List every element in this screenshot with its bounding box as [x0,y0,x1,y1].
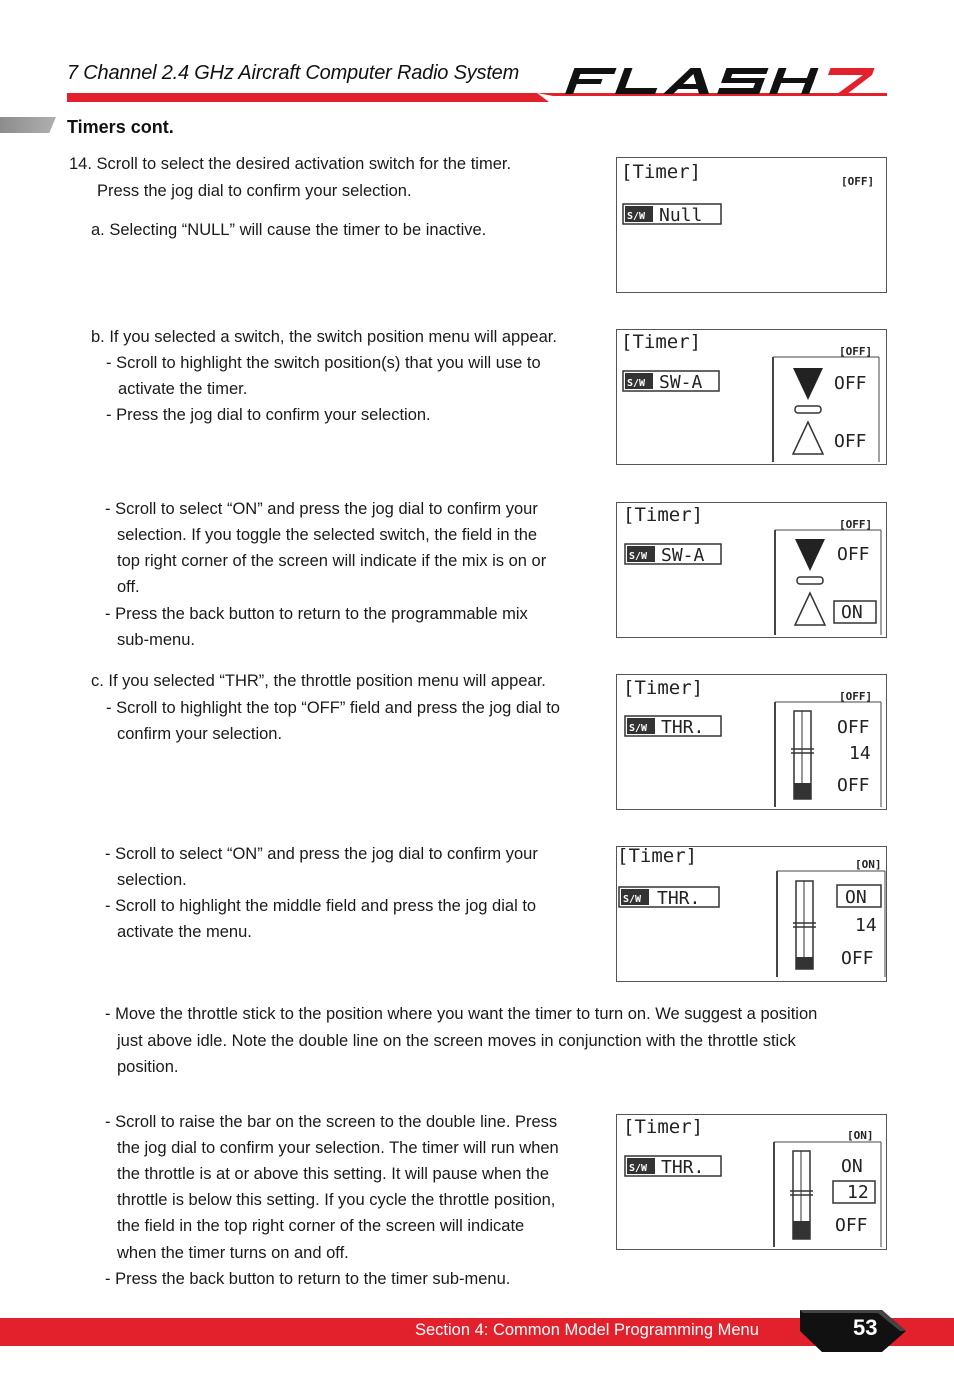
lcd-pos-top: OFF [837,544,870,565]
step-b2-line3: top right corner of the screen will indicate if the mix is on or [117,552,547,570]
lcd-state: [OFF] [839,690,873,703]
step-c-line2: - Scroll to highlight the top “OFF” field and press the jog dial to [106,699,560,717]
lcd-pos-mid: 12 [847,1182,869,1203]
lcd-pos-top: ON [845,887,867,908]
lcd-title: [Timer] [621,331,702,353]
lcd-title: [Timer] [623,1116,704,1138]
lcd-screen-swa-on [616,502,887,638]
step-c4-line1: - Scroll to raise the bar on the screen to the double line. Press [105,1113,558,1131]
step-c4-line4: throttle is below this setting. If you cycle the throttle position, [117,1191,556,1209]
page-number: 53 [853,1315,878,1340]
sw-tag: S/W [629,551,648,562]
step-b2-line5: - Press the back button to return to the programmable mix [105,605,528,623]
step-c2-line1: - Scroll to select “ON” and press the jog dial to confirm your [105,845,538,863]
sw-tag: S/W [629,723,648,734]
flash7-logo [562,64,888,98]
step-c4-line7: - Press the back button to return to the timer sub-menu. [105,1270,511,1288]
step-c3-line2: just above idle. Note the double line on the screen moves in conjunction with the throttle stick [117,1032,796,1050]
step-b-line2: - Scroll to highlight the switch position(s) that you will use to [106,354,541,372]
step14-line2: Press the jog dial to confirm your selection. [97,182,412,200]
lcd-switch-value: SW-A [659,372,703,393]
lcd-title: [Timer] [621,161,702,183]
step-a-line: a. Selecting “NULL” will cause the timer to be inactive. [91,221,487,239]
step-c4-line2: the jog dial to confirm your selection. The timer will run when [117,1139,559,1157]
step-b-line3: activate the timer. [118,380,248,398]
section-tab-marker [0,117,56,133]
lcd-pos-bottom: OFF [834,431,867,452]
lcd-pos-top: OFF [834,373,867,394]
lcd-pos-top: ON [841,1156,863,1177]
step-b2-line6: sub-menu. [117,631,195,649]
step-c2-line3: - Scroll to highlight the middle field and press the jog dial to [105,897,537,915]
lcd-pos-mid: 14 [855,915,877,936]
step14-line1: 14. Scroll to select the desired activation switch for the timer. [69,155,512,173]
step-c4-line5: the field in the top right corner of the screen will indicate [117,1217,525,1235]
lcd-screen-swa [616,329,887,465]
sw-tag: S/W [627,211,646,222]
lcd-screen-thr-off [616,674,887,810]
step-c-line1: c. If you selected “THR”, the throttle position menu will appear. [91,672,546,690]
lcd-pos-bottom: ON [841,602,863,623]
lcd-screen-null [616,157,887,293]
lcd-title: [Timer] [617,847,698,867]
step-b2-line2: selection. If you toggle the selected switch, the field in the [117,526,538,544]
step-c4-line3: the throttle is at or above this setting. It will pause when the [117,1165,549,1183]
lcd-pos-bottom: OFF [841,948,874,969]
step-c-line3: confirm your selection. [117,725,283,743]
step-c4-line6: when the timer turns on and off. [117,1244,349,1262]
step-b2-line4: off. [117,578,140,596]
lcd-title: [Timer] [623,677,704,699]
lcd-title: [Timer] [623,504,704,526]
lcd-screen-thr-on [616,846,887,982]
footer-section-text: Section 4: Common Model Programming Menu [415,1321,759,1339]
document-header-title: 7 Channel 2.4 GHz Aircraft Computer Radio System [67,62,520,84]
step-c3-line1: - Move the throttle stick to the position where you want the timer to turn on. We suggest a position [105,1005,818,1023]
lcd-switch-value: SW-A [661,545,705,566]
lcd-switch-value: THR. [661,1157,705,1178]
lcd-pos-mid: 14 [849,743,871,764]
lcd-pos-bottom: OFF [837,775,870,796]
lcd-screen-thr-12 [616,1114,887,1250]
lcd-state: [ON] [855,858,882,871]
sw-tag: S/W [629,1163,648,1174]
lcd-pos-bottom: OFF [835,1215,868,1236]
lcd-state: [ON] [847,1129,874,1142]
step-c2-line4: activate the menu. [117,923,252,941]
lcd-switch-value: Null [659,205,703,226]
step-c2-line2: selection. [117,871,187,889]
section-heading: Timers cont. [67,117,174,137]
step-b-line1: b. If you selected a switch, the switch position menu will appear. [91,328,557,346]
step-b-line4: - Press the jog dial to confirm your selection. [106,406,431,424]
sw-tag: S/W [623,894,642,905]
sw-tag: S/W [627,378,646,389]
lcd-pos-top: OFF [837,717,870,738]
step-b2-line1: - Scroll to select “ON” and press the jog dial to confirm your [105,500,538,518]
lcd-switch-value: THR. [657,888,701,909]
lcd-state: [OFF] [841,175,875,188]
step-c3-line3: position. [117,1058,179,1076]
lcd-switch-value: THR. [661,717,705,738]
lcd-state: [OFF] [839,518,873,531]
lcd-state: [OFF] [839,345,873,358]
